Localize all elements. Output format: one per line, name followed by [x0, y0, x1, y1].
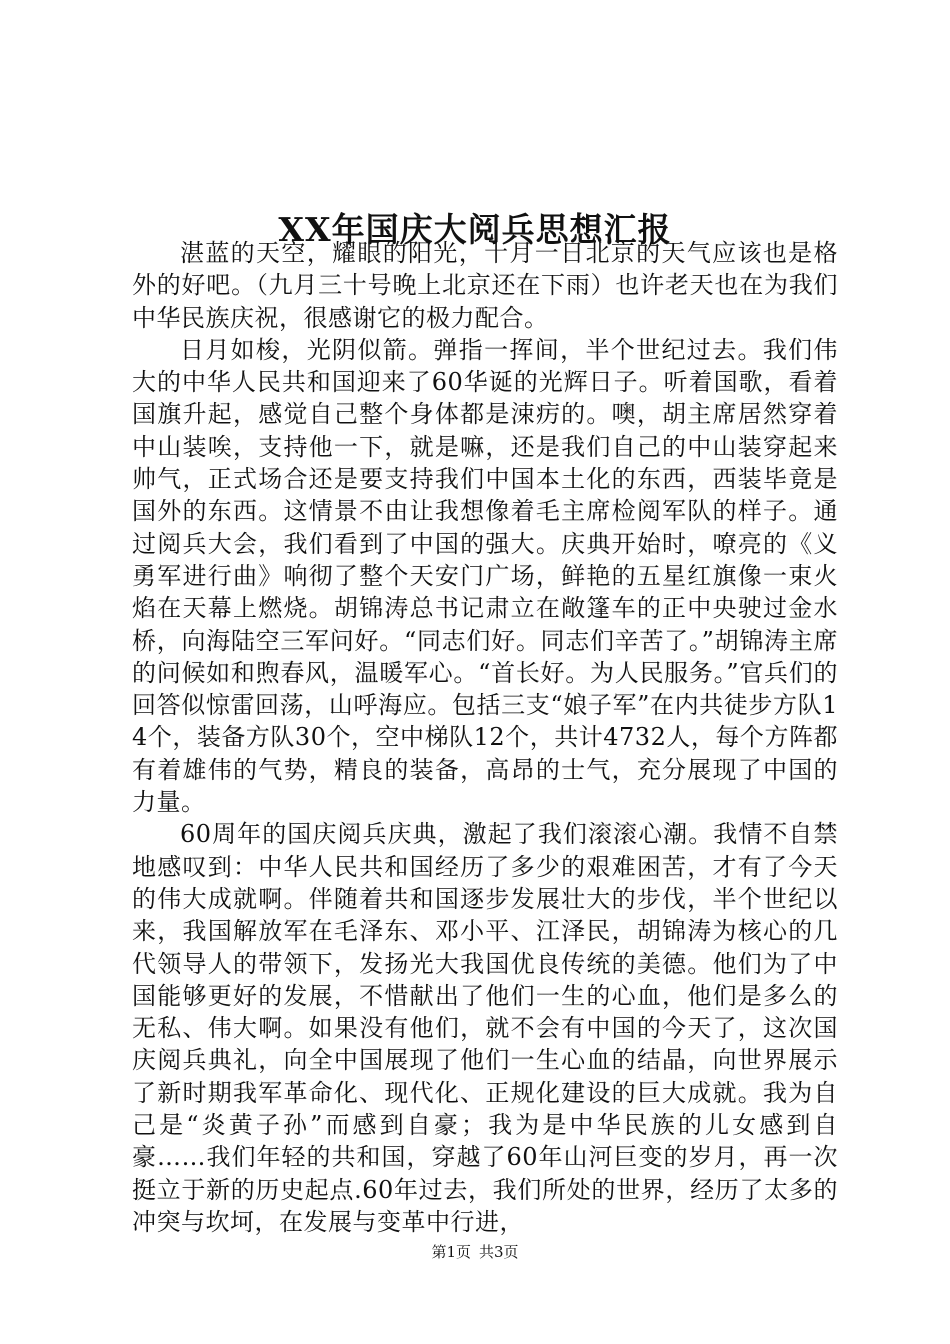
page-number: 第1页: [431, 1243, 471, 1261]
paragraph-3: 60周年的国庆阅兵庆典，激起了我们滚滚心潮。我情不自禁地感叹到：中华人民共和国经历了多少的艰难困苦，才有了今天的伟大成就啊。伴随着共和国逐步发展壮大的步伐，半个世纪以来，我国解放军在毛泽东、邓小平、江泽民，胡锦涛为核心的几代领导人的带领下，发扬光大我国优良传统的美德。他们为了中国能够更好的发展，不惜献出了他们一生的心血，他们是多么的无私、伟大啊。如果没有他们，就不会有中国的今天了，这次国庆阅兵典礼，向全中国展现了他们一生心血的结晶，向世界展示了新时期我军革命化、现代化、正规化建设的巨大成就。我为自己是“炎黄子孙”而感到自豪；我为是中华民族的儿女感到自豪……我们年轻的共和国，穿越了60年山河巨变的岁月，再一次挺立于新的历史起点.60年过去，我们所处的世界，经历了太多的冲突与坎坷，在发展与变革中行进，: [132, 820, 838, 1236]
page-total: 共3页: [479, 1243, 519, 1261]
paragraph-2: 日月如梭，光阴似箭。弹指一挥间，半个世纪过去。我们伟大的中华人民共和国迎来了60华诞的光辉日子。听着国歌，看着国旗升起，感觉自己整个身体都是涑疠的。噢，胡主席居然穿着中山装唉，支持他一下，就是嘛，还是我们自己的中山装穿起来帅气，正式场合还是要支持我们中国本土化的东西，西装毕竟是国外的东西。这情景不由让我想像着毛主席检阅军队的样子。通过阅兵大会，我们看到了中国的强大。庆典开始时，嘹亮的《义勇军进行曲》响彻了整个天安门广场，鲜艳的五星红旗像一束火焰在天幕上燃烧。胡锦涛总书记肃立在敞篷车的正中央驶过金水桥，向海陆空三军问好。“同志们好。同志们辛苦了。”胡锦涛主席的问候如和煦春风，温暖军心。“首长好。为人民服务。”官兵们的回答似惊雷回荡，山呼海应。包括三支“娘子军”在内共徒步方队14个，装备方队30个，空中梯队12个，共计4732人，每个方阵都有着雄伟的气势，精良的装备，高昂的士气，充分展现了中国的力量。: [132, 335, 838, 817]
paragraph-1: 湛蓝的天空，耀眼的阳光，十月一日北京的天气应该也是格外的好吧。（九月三十号晚上北京还在下雨）也许老天也在为我们中华民族庆祝，很感谢它的极力配合。: [132, 239, 838, 332]
document-body: [132, 237, 838, 1238]
page-footer: [0, 1242, 950, 1262]
document-title: XX年国庆大阅兵思想汇报: [278, 210, 672, 250]
